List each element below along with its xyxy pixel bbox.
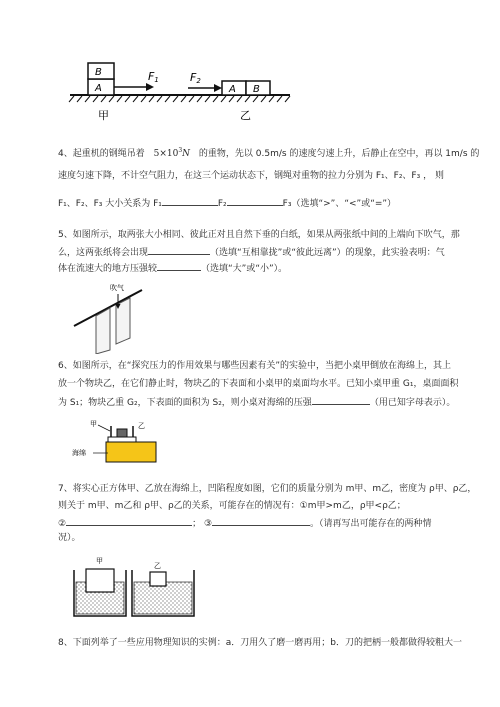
label-sponge: 海绵 <box>72 449 86 457</box>
q5-blank-2[interactable] <box>157 261 201 271</box>
cube-yi <box>150 572 166 586</box>
cube-yi-label: 乙 <box>154 562 161 570</box>
blow-label: 吹气 <box>110 284 124 292</box>
q4-blank-2[interactable] <box>227 196 283 206</box>
force-arrow-f1-head <box>146 83 154 91</box>
figure-two-cubes-sponge <box>70 552 200 622</box>
cube-jia <box>86 569 114 592</box>
q7-line2: 则关于 m甲、m乙和 ρ甲、ρ乙的关系，可能存在的情况有：①m甲>m乙，ρ甲<ρ乙； <box>58 501 406 511</box>
force-arrow-f2-head <box>214 84 222 92</box>
block-b-right-label: B <box>253 84 260 95</box>
q5-line3: 体在流速大的地方压强较 （选填“大”或“小”）。 <box>58 261 287 275</box>
caption-yi: 乙 <box>240 109 251 122</box>
q7-line1: 7、将实心正方体甲、乙放在海绵上，凹陷程度如图，它们的质量分别为 m甲、m乙，密度为 ρ甲、ρ乙， <box>58 484 477 494</box>
q6-blank[interactable] <box>312 395 370 405</box>
q4-mass: $5\times 10^3N$ <box>153 147 191 159</box>
ground-hatch-left <box>69 96 178 102</box>
sponge <box>106 442 156 462</box>
q6-line1: 6、如图所示，在“探究压力的作用效果与哪些因素有关”的实验中，当把小桌甲倒放在海绵上，其上 <box>58 361 452 371</box>
caption-jia: 甲 <box>98 109 109 122</box>
figure-sponge-table <box>68 418 158 468</box>
label-pointer-jia <box>98 425 110 431</box>
q8-line1: 8、下面列举了一些应用物理知识的实例：a．刀用久了磨一磨再用；b．刀的把柄一般都做得较粗大一 <box>58 638 462 648</box>
q5-line1: 5、如图所示，取两张大小相同、彼此正对且自然下垂的白纸，如果从两张纸中间的上端向下吹气，那 <box>58 230 460 240</box>
q4-line1: 4、起重机的钢绳吊着 $5\times 10^3N$ 的重物，先以 0.5m/s 的速度匀速上升，后静止在空中，再以 1m/s 的 <box>58 147 480 159</box>
block-a-right-label: A <box>229 84 236 95</box>
force-f2-label: F2 <box>190 71 201 85</box>
q4-blank-1[interactable] <box>162 196 218 206</box>
label-yi: 乙 <box>138 422 145 430</box>
q7-line3: ② ； ③ 。（请再写出可能存在的两种情 <box>58 516 432 530</box>
figure-two-papers <box>70 282 160 354</box>
q4-line3: F₁、F₂、F₃ 大小关系为 F₁ F₂ F₃（选填“>”、“<”或“=”） <box>58 196 396 210</box>
q7-line4: 况）。 <box>58 533 81 543</box>
block-b-left-label: B <box>95 67 102 78</box>
table-top-jia <box>108 437 136 442</box>
cube-jia-label: 甲 <box>96 557 103 565</box>
block-a-left-label: A <box>95 83 102 94</box>
ground-hatch-right <box>181 96 290 102</box>
q6-line2: 放一个物块乙，在它们静止时，物块乙的下表面和小桌甲的桌面均水平。已知小桌甲重 G₁，桌面面积 <box>58 379 459 389</box>
q6-line3: 为 S₁；物块乙重 G₂，下表面的面积为 S₂，则小桌对海绵的压强 （用已知字母表示）。 <box>58 395 455 409</box>
q5-line2: 么，这两张纸将会出现 （选填“互相靠拢”或“彼此远离”）的现象，此实验表明：气 <box>58 245 445 259</box>
label-jia: 甲 <box>90 420 97 428</box>
q7-blank-1[interactable] <box>66 516 192 526</box>
block-yi <box>117 429 127 437</box>
paper-left <box>96 308 110 354</box>
q5-blank-1[interactable] <box>148 245 210 255</box>
q7-blank-2[interactable] <box>212 516 310 526</box>
q4-line2: 速度匀速下降，不计空气阻力，在这三个运动状态下，钢绳对重物的拉力分别为 F₁、F₂、F₃ ， 则 <box>58 171 444 181</box>
figure-force-blocks <box>60 55 320 130</box>
sponge-right <box>134 582 192 614</box>
force-f1-label: F1 <box>148 70 159 84</box>
